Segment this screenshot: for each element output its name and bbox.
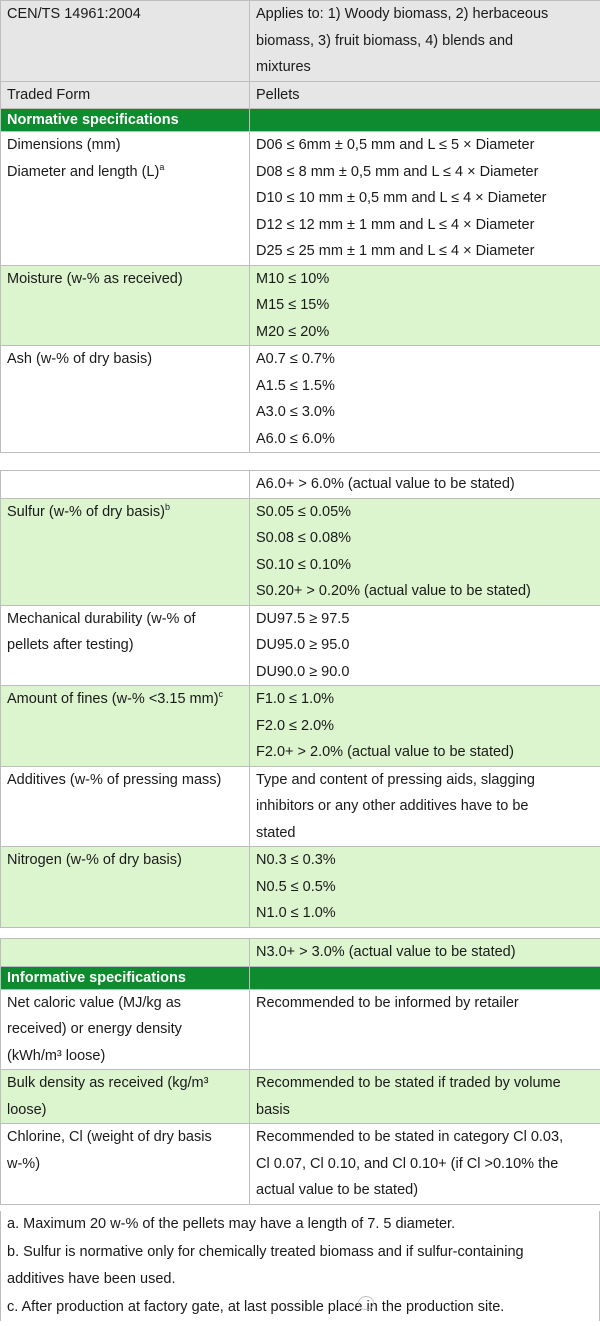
spec-table-part-2 [0, 470, 600, 928]
fines-values: F1.0 ≤ 1.0% F2.0 ≤ 2.0% F2.0+ > 2.0% (actual value to be stated) [250, 686, 600, 767]
dimensions-label: Dimensions (mm) Diameter and length $(L)^a$ [1, 132, 250, 266]
durability-values: DU97.5 ≥ 97.5 DU95.0 ≥ 95.0 DU90.0 ≥ 90.0 [250, 605, 600, 686]
ash-label: Ash (w-% of dry basis) [1, 346, 250, 453]
informative-header: Informative specifications [1, 966, 250, 989]
nitrogen-values: N0.3 ≤ 0.3% N0.5 ≤ 0.5% N1.0 ≤ 1.0% [250, 847, 600, 928]
nitrogen-label: Nitrogen (w-% of dry basis) [1, 847, 250, 928]
dimensions-row [1, 132, 600, 266]
additives-row [1, 766, 600, 847]
spec-table-part-3 [0, 938, 600, 1205]
chlorine-value: Recommended to be stated in category Cl 0.03, Cl 0.07, Cl 0.10, and Cl 0.10+ (if Cl >0.10% the actual value to be stated) [250, 1124, 600, 1205]
durability-row [1, 605, 600, 686]
bulk-density-row [1, 1070, 600, 1124]
nitrogen-extra-row [1, 939, 600, 967]
moisture-values: M10 ≤ 10% M15 ≤ 15% M20 ≤ 20% [250, 265, 600, 346]
durability-label: Mechanical durability (w-% of pellets after testing) [1, 605, 250, 686]
footnote-a: a. Maximum 20 w-% of the pellets may have a length of 7. 5 diameter. [7, 1216, 456, 1232]
bulk-density-value: Recommended to be stated if traded by volume basis [250, 1070, 600, 1124]
ash-extra-value: A6.0+ > 6.0% (actual value to be stated) [250, 471, 600, 499]
caloric-row [1, 989, 600, 1070]
chlorine-label: Chlorine, Cl (weight of dry basis w-%) [1, 1124, 250, 1205]
fines-row [1, 686, 600, 767]
additives-value: Type and content of pressing aids, slagging inhibitors or any other additives have to be stated [250, 766, 600, 847]
sulfur-label: Sulfur (w-% of dry basis)$^b$ [1, 498, 250, 605]
sulfur-row [1, 498, 600, 605]
ash-values: A0.7 ≤ 0.7% A1.5 ≤ 1.5% A3.0 ≤ 3.0% A6.0 ≤ 6.0% [250, 346, 600, 453]
watermark [358, 1296, 374, 1310]
sulfur-values: S0.05 ≤ 0.05% S0.08 ≤ 0.08% S0.10 ≤ 0.10% S0.20+ > 0.20% (actual value to be stated) [250, 498, 600, 605]
nitrogen-extra-value: N3.0+ > 3.0% (actual value to be stated) [250, 939, 600, 967]
footnote-b: b. Sulfur is normative only for chemically treated biomass and if sulfur-containing [7, 1243, 524, 1260]
normative-header: Normative specifications [1, 109, 250, 132]
caloric-value: Recommended to be informed by retailer [250, 989, 600, 1070]
footnote-c: c. After production at factory gate, at last possible place in the production site. [7, 1298, 505, 1315]
moisture-label: Moisture (w-% as received) [1, 265, 250, 346]
traded-form-label: Traded Form [1, 81, 250, 109]
moisture-row [1, 265, 600, 346]
footnote-b-continued: additives have been used. [7, 1271, 176, 1287]
standard-row [1, 1, 600, 82]
footnotes [0, 1211, 600, 1321]
applies-to-cell: Applies to: 1) Woody biomass, 2) herbaceous biomass, 3) fruit biomass, 4) blends and mixtures [250, 1, 600, 82]
fines-label: Amount of fines (w-% <3.15 mm)$^c$ [1, 686, 250, 767]
traded-form-value: Pellets [250, 81, 600, 109]
additives-label: Additives (w-% of pressing mass) [1, 766, 250, 847]
standard-cell: CEN/TS 14961:2004 [1, 1, 250, 82]
chlorine-row [1, 1124, 600, 1205]
nitrogen-row [1, 847, 600, 928]
bulk-density-label: Bulk density as received (kg/m³ loose) [1, 1070, 250, 1124]
dimensions-values: D06 ≤ 6mm ± 0,5 mm and L ≤ 5 × Diameter D08 ≤ 8 mm ± 0,5 mm and L ≤ 4 × Diameter D10 ≤ 10 mm ± 0,5 mm and L ≤ 4 × Diameter D12 ≤ 12 mm ± 1 mm and L ≤ 4 × Diameter D25 ≤ 25 mm ± 1 mm and L ≤ 4 × Diameter [250, 132, 600, 266]
traded-form-row [1, 81, 600, 109]
ash-row [1, 346, 600, 453]
caloric-label: Net caloric value (MJ/kg as received) or energy density (kWh/m³ loose) [1, 989, 250, 1070]
ash-extra-row [1, 471, 600, 499]
normative-header-row [1, 109, 600, 132]
wechat-icon [358, 1296, 374, 1310]
informative-header-row [1, 966, 600, 989]
spec-table-part-1 [0, 0, 600, 453]
